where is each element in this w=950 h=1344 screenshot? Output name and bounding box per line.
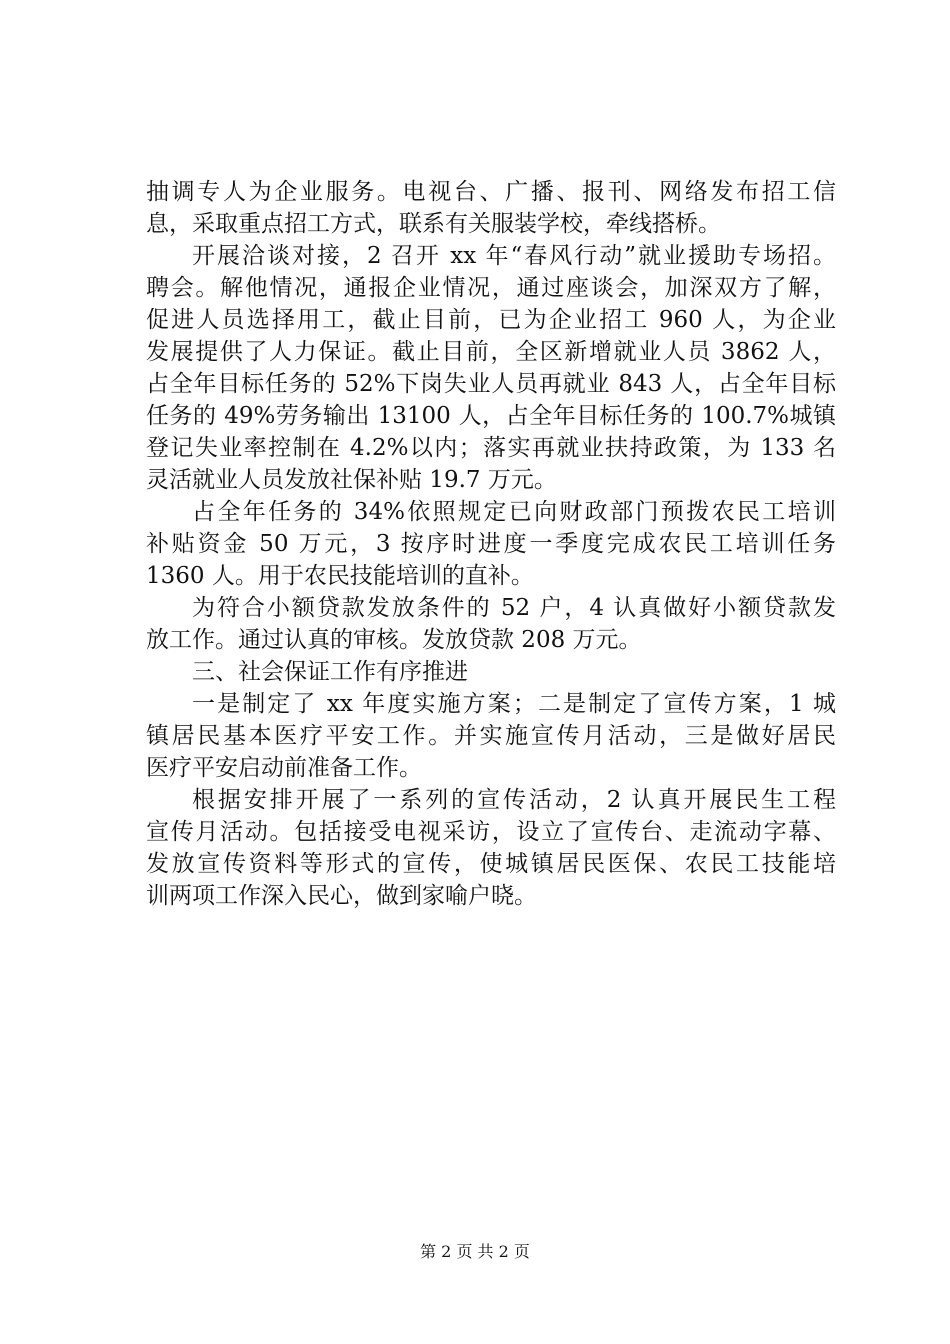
page-number: 第 2 页 共 2 页 [420,1242,530,1261]
text-line: 宣传月活动。包括接受电视采访，设立了宣传台、走流动字幕、 [146,819,836,845]
text-line: 发放宣传资料等形式的宣传，使城镇居民医保、农民工技能培 [146,851,836,877]
text-line: 发展提供了人力保证。截止目前，全区新增就业人员 3862 人， [146,339,836,365]
text-line: 登记失业率控制在 4.2%以内；落实再就业扶持政策，为 133 名 [146,435,836,461]
text-line: 三、社会保证工作有序推进 [192,659,468,685]
text-line: 促进人员选择用工，截止目前，已为企业招工 960 人，为企业 [146,307,836,333]
text-line: 1360 人。用于农民技能培训的直补。 [146,563,534,589]
text-line: 灵活就业人员发放社保补贴 19.7 万元。 [146,467,557,493]
text-line: 聘会。解他情况，通报企业情况，通过座谈会，加深双方了解， [146,275,836,301]
text-line: 补贴资金 50 万元，3 按序时进度一季度完成农民工培训任务 [146,531,836,557]
text-line: 占全年任务的 34%依照规定已向财政部门预拨农民工培训 [192,499,836,525]
text-line: 抽调专人为企业服务。电视台、广播、报刊、网络发布招工信 [146,179,836,205]
text-line: 任务的 49%劳务输出 13100 人，占全年目标任务的 100.7%城镇 [146,403,836,429]
text-line: 为符合小额贷款发放条件的 52 户，4 认真做好小额贷款发 [192,595,836,621]
text-line: 训两项工作深入民心，做到家喻户晓。 [146,883,537,909]
text-line: 息，采取重点招工方式，联系有关服装学校，牵线搭桥。 [146,211,721,237]
text-line: 放工作。通过认真的审核。发放贷款 208 万元。 [146,627,642,653]
text-line: 医疗平安启动前准备工作。 [146,755,422,781]
text-line: 开展洽谈对接，2 召开 xx 年“春风行动”就业援助专场招。 [192,243,836,269]
text-line: 一是制定了 xx 年度实施方案；二是制定了宣传方案，1 城 [192,691,836,717]
page-footer [0,1242,950,1262]
text-line: 占全年目标任务的 52%下岗失业人员再就业 843 人，占全年目标 [146,371,836,397]
text-line: 根据安排开展了一系列的宣传活动，2 认真开展民生工程 [192,787,836,813]
document-body [146,176,836,912]
text-line: 镇居民基本医疗平安工作。并实施宣传月活动，三是做好居民 [146,723,836,749]
